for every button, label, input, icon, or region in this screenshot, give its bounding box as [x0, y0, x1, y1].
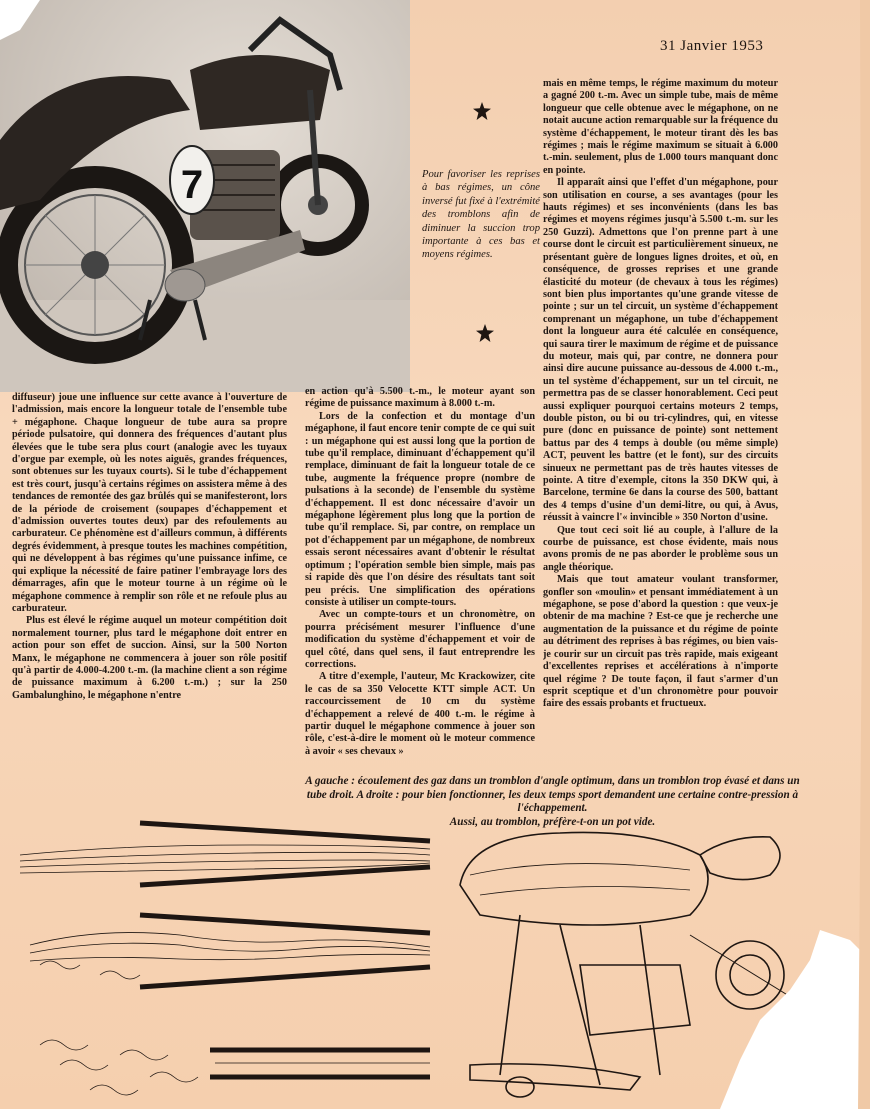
paragraph: diffuseur) joue une influence sur cette avance à l'ouverture de l'admission, mais encore la longueur totale de l'ensemble tube + mégaphone. Chaque longueur de tube aura sa propre période pulsatoire, qui donnera des fréquences d'autant plus élevées que le tube sera plus court (analogie avec les tuyaux d'orgue par exemple, où les notes aiguës, grandes fréquences, sont obtenues sur les tuyaux courts). Si le tube d'échappement est très court, jusqu'à certains régimes on assistera même à des tendances de remontée des gaz brûlés qui se manifesteront, lors de la période de croisement (soupapes d'échappement et d'admission ouvertes toutes deux) par des refoulements au carburateur. Ce phénomène est d'ailleurs commun, à différents degrés évidemment, à presque toutes les machines compétition, qui ne développent à bas régimes qu'une puissance infime, ce qui explique la nécessité de faire patiner l'embrayage lors des démarrages, afin que le moteur tourne à un régime où le mégaphone commence à remplir son rôle et ne refoule plus au carburateur. [12, 392, 287, 614]
motorcycle-photo-drawing [0, 0, 410, 392]
paragraph: Que tout ceci soit lié au couple, à l'allure de la courbe de puissance, est chose évidente, mais nous avons promis de ne pas aborder le problème sous un angle théorique. [543, 524, 778, 573]
article-column-2 [305, 386, 535, 766]
paragraph: mais en même temps, le régime maximum du moteur a gagné 200 t.-m. Avec un simple tube, mais de même longueur que celle obtenue avec le mégaphone, on ne notait aucune action remarquable sur la fréquence du système d'échappement, le moteur tirant dès les bas régimes ; mais le régime maximum se situait à 6.000 t.-min. seulement, plus de 1.000 tours manquant donc en pointe. [543, 78, 778, 176]
star-icon [476, 324, 494, 342]
paragraph: A titre d'exemple, l'auteur, Mc Krackowizer, cite le cas de sa 350 Velocette KTT simple ACT. Un raccourcissement de 10 cm du système d'échappement a relevé de 400 t.-m. le régime à partir duquel le mégaphone commence à jouer son rôle, c'est-à-dire le moment où le moteur commence à avoir « ses chevaux » [305, 671, 535, 757]
paragraph: Lors de la confection et du montage d'un mégaphone, il faut encore tenir compte de ce qui suit : un mégaphone qui est aussi long que la portion de tube qu'il remplace, diminuant d'échappement qu'il remplace, diminuant de fait la longueur totale de ce tube, augmente la fréquence propre (nombre de pulsations à la seconde) de l'ensemble du système d'échappement. Il est donc nécessaire d'avoir un mégaphone légèrement plus long que la portion de tube qu'il remplace. Si, par contre, on remplace un pot d'échappement par un mégaphone, de nombreux essais seront nécessaires avant d'obtenir le résultat optimum ; l'opération semble bien simple, mais pas si rapide dès que l'on désire des résultats tant soit peu précis. Une simplification des opérations consiste à utiliser un compte-tours. [305, 410, 535, 608]
tromblon-evase-diagram [30, 915, 430, 987]
issue-date: 31 Janvier 1953 [660, 38, 764, 54]
star-icon [473, 102, 491, 120]
caption-line: A gauche : écoulement des gaz dans un tromblon d'angle optimum, dans un tromblon trop évasé et dans un tube droit. A droite : pour bien fonctionner, les deux temps sport demandent une certaine contre-pression à l'échappement. [305, 775, 800, 815]
paragraph: Avec un compte-tours et un chronomètre, on pourra précisément mesurer l'influence d'une modification du système d'échappement et voir de quel côté, dans quel sens, il faut entreprendre les corrections. [305, 609, 535, 670]
article-column-1 [12, 392, 287, 762]
motorcycle-photo [0, 0, 410, 392]
two-stroke-motorcycle-sketch [460, 832, 820, 1097]
photo-caption: Pour favoriser les reprises à bas régimes, un cône inversé fut fixé à l'extrémité des tromblons afin de diminuer la succion trop importante à ces bas et moyens régimes. [422, 169, 540, 261]
racing-number: 7 [180, 163, 204, 207]
gas-flow-illustration [0, 815, 870, 1109]
paragraph: en action qu'à 5.500 t.-m., le moteur ayant son régime de puissance maximum à 8.000 t.-m. [305, 386, 535, 410]
paragraph: Mais que tout amateur voulant transformer, gonfler son «moulin» et pensant immédiatement à un mégaphone, se pose d'abord la question : que veux-je obtenir de ma machine ? Est-ce que je recherche une augmentation de la puissance et du régime de pointe au détriment des reprises à bas régimes, ou bien vais-je courir sur un circuit pas très rapide, mais exigeant d'excellentes reprises et accélérations à n'importe quel régime ? De toute façon, il faut s'armer d'un esprit sceptique et d'un chronomètre pour pouvoir faire des essais probants et fructueux. [543, 574, 778, 710]
paragraph: Plus est élevé le régime auquel un moteur compétition doit normalement tourner, plus tard le mégaphone doit entrer en action pour son effet de succion. Ainsi, sur la 500 Norton Manx, le mégaphone ne commencera à jouer son rôle positif qu'à partir de 4.000-4.200 t.-m. (la machine client a son régime de puissance maximum à 6.200 t.-m.) ; sur la 250 Gambalunghino, le mégaphone n'entre [12, 615, 287, 701]
tromblon-optimum-diagram [20, 823, 430, 885]
caption-line: Aussi, au tromblon, préfère-t-on un pot vide. [449, 815, 656, 828]
paragraph: Il apparaît ainsi que l'effet d'un mégaphone, pour son utilisation en course, a ses avantages (pour les hauts régimes) et ses inconvénients (dans les bas régimes et moyens régimes jusqu'à 5.500 t.-m. sur les 250 Guzzi). Admettons que l'on prenne part à une course dont le circuit est particulièrement sinueux, ne présentant guère de longues lignes droites, et où, en conséquence, de grosses reprises et une grande élasticité du moteur (de chevaux à tous les régimes) sont bien plus importantes qu'une grande vitesse de pointe ; sur un tel circuit, un système d'échappement comprenant un mégaphone, un tube d'échappement dont la longueur aura été calculée en conséquence, qui saura tirer le maximum de régime et de puissance du moteur, mais qui, par contre, ne donnera pour ainsi dire aucune puissance au-dessous de 4.000 t.-m., un tel système d'échappement, sur un tel circuit, ne permettra pas de se classer honorablement. Ceci peut aussi expliquer pourquoi certains moteurs 2 temps, double piston, ou bi ou tri-cylindres, qui, en vitesse pure (donc en puissance de pointe) sont nettement battus par des 4 temps à double (ou même simple) ACT, peuvent les battre (et le font), sur des circuits sinueux ne permettant pas de très hautes vitesses de pointe. A titre d'exemple, citons la 350 DKW qui, à Barcelone, termine 6e dans la course des 500, battant des 4 temps d'usine d'un demi-litre, ou qui, à Avus, réussit à vaincre l'« invincible » 350 Norton d'usine. [543, 177, 778, 524]
tube-droit-diagram [40, 1040, 430, 1095]
article-column-3 [543, 78, 778, 738]
